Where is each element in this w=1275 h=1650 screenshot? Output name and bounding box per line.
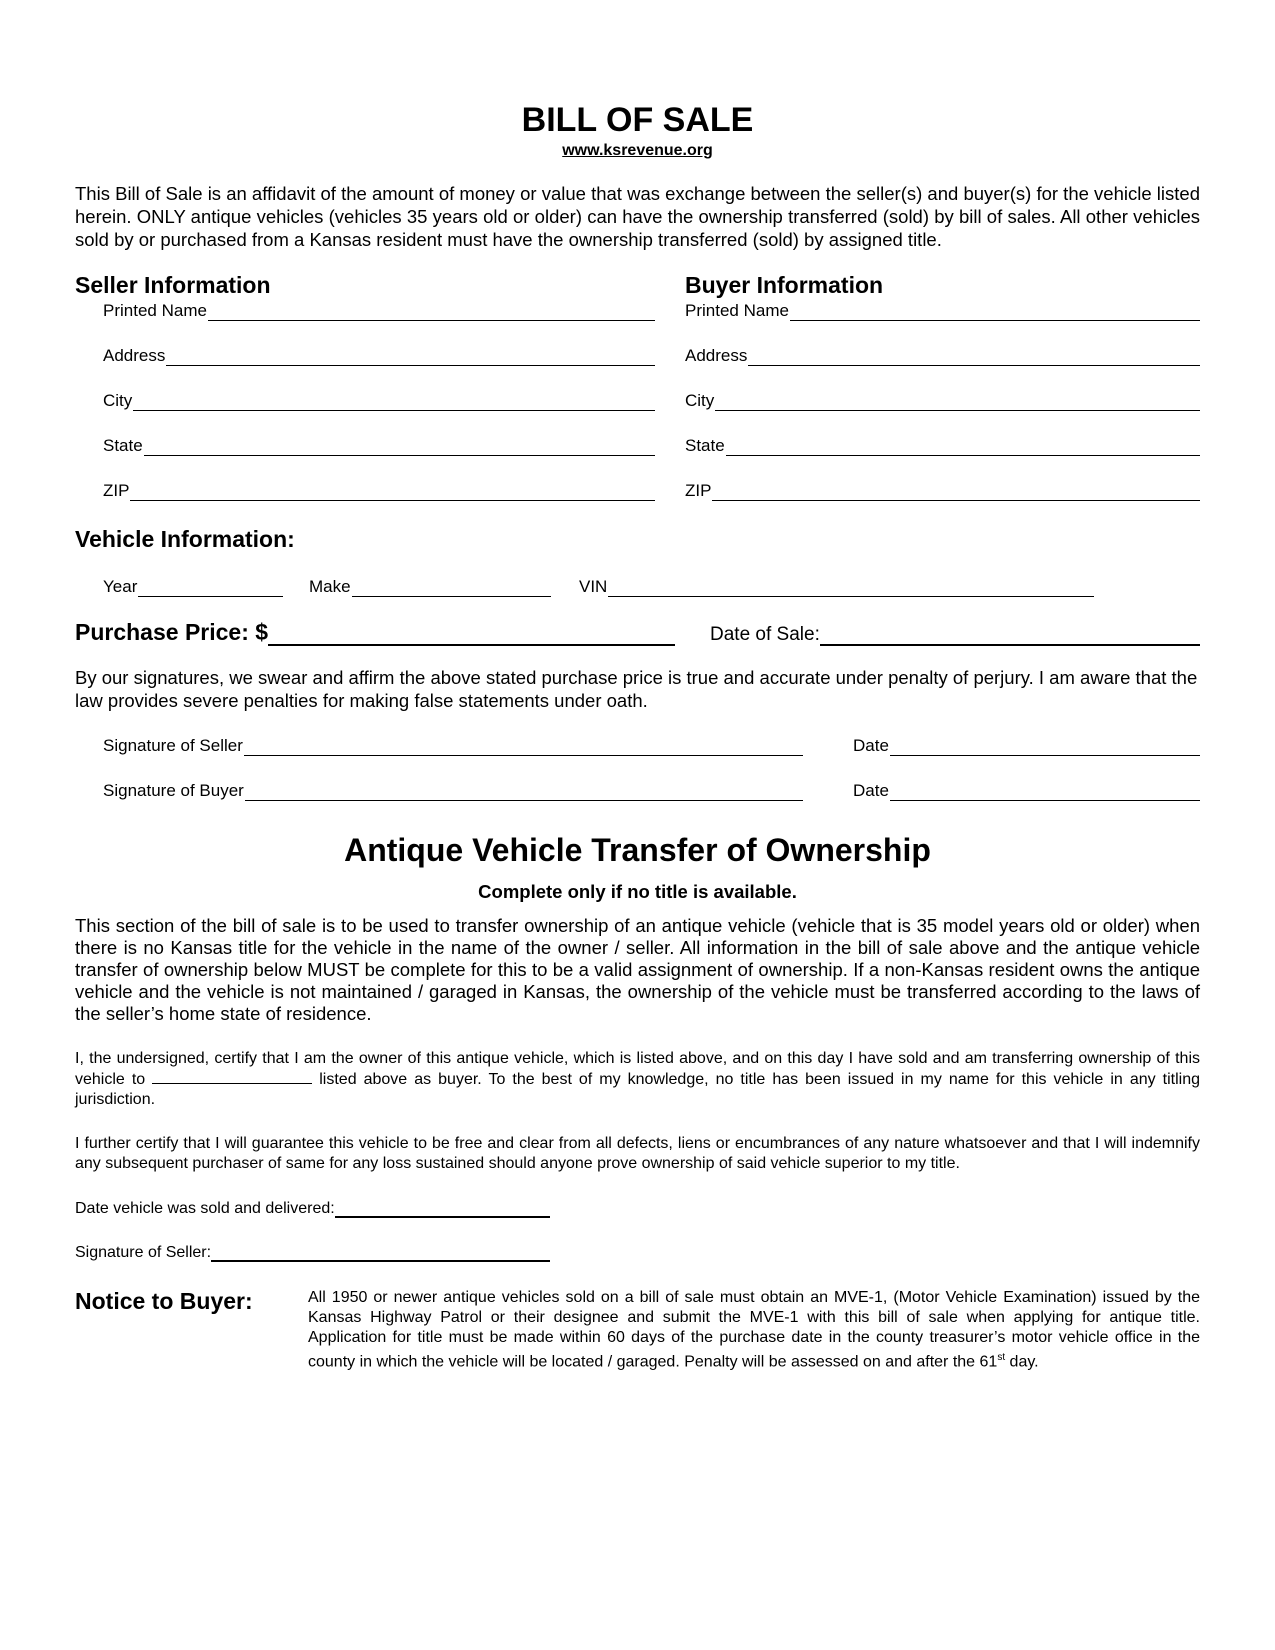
buyer-date-field[interactable]: Date (853, 779, 1200, 801)
seller-signature-field[interactable]: Signature of Seller (103, 734, 803, 756)
seller-zip-field[interactable]: ZIP (103, 479, 655, 501)
buyer-address-field[interactable]: Address (685, 344, 1200, 366)
buyer-zip-field[interactable]: ZIP (685, 479, 1200, 501)
buyer-printed-name-field[interactable]: Printed Name (685, 299, 1200, 321)
purchase-row (75, 619, 1200, 646)
antique-heading: Antique Vehicle Transfer of Ownership (344, 832, 931, 868)
party-info (75, 271, 1200, 501)
buyer-state-field[interactable]: State (685, 434, 1200, 456)
notice-heading: Notice to Buyer: (75, 1288, 253, 1314)
notice-to-buyer (75, 1288, 1200, 1372)
buyer-signature-row (103, 779, 1200, 801)
intro-paragraph: This Bill of Sale is an affidavit of the amount of money or value that was exchange between the seller(s) and buyer(s) for the vehicle listed herein. ONLY antique vehicles (vehicles 35 years old or older) can have the ownership transferred (sold) by bill of sales. All other vehicles sold by or purchased from a Kansas resident must have the ownership transferred (sold) by assigned title. (75, 183, 1200, 250)
notice-text: All 1950 or newer antique vehicles sold on a bill of sale must obtain an MVE-1, (Motor Vehicle Examination) issued by the Kansas Highway Patrol or their designee and submit the MVE-1 with this bill of sale when applying for antique title. Application for title must be made within 60 days of the purchase date in the county treasurer’s motor vehicle office in the county in which the vehicle will be located / garaged. Penalty will be assessed on and after the 61st day. (308, 1289, 1200, 1371)
vehicle-make-field[interactable]: Make (309, 575, 551, 597)
seller-state-field[interactable]: State (103, 434, 655, 456)
antique-paragraph: This section of the bill of sale is to be used to transfer ownership of an antique vehicle (vehicle that is 35 model years old or older) when there is no Kansas title for the vehicle in the name of the owner / seller. All information in the bill of sale above and the antique vehicle transfer of ownership below MUST be complete for this to be a valid assignment of ownership. If a non-Kansas resident owns the antique vehicle and the vehicle is not maintained / garaged in Kansas, the ownership of the vehicle must be transferred according to the laws of the seller’s home state of residence. (75, 915, 1200, 1024)
vehicle-vin-field[interactable]: VIN (579, 575, 1094, 597)
buyer-city-field[interactable]: City (685, 389, 1200, 411)
buyer-heading: Buyer Information (685, 272, 884, 298)
buyer-signature-field[interactable]: Signature of Buyer (103, 779, 803, 801)
seller-section (75, 271, 655, 501)
antique-subheading: Complete only if no title is available. (478, 881, 797, 902)
seller-address-field[interactable]: Address (103, 344, 655, 366)
page-title: BILL OF SALE (521, 101, 754, 139)
affirmation-paragraph: By our signatures, we swear and affirm the above stated purchase price is true and accurate under penalty of perjury. I am aware that the law provides severe penalties for making false statements under oath. (75, 667, 1198, 711)
vehicle-year-field[interactable]: Year (103, 575, 283, 597)
vehicle-fields (103, 575, 1200, 597)
vehicle-heading: Vehicle Information: (75, 526, 295, 552)
seller-signature-row (103, 734, 1200, 756)
seller-printed-name-field[interactable]: Printed Name (103, 299, 655, 321)
date-delivered-field[interactable]: Date vehicle was sold and delivered: (75, 1198, 550, 1218)
certify-paragraph-1: I, the undersigned, certify that I am the owner of this antique vehicle, which is listed above, and on this day I have sold and am transferring ownership of this vehicle to listed above as buyer. To the best of my knowledge, no title has been issued in my name for this vehicle in any titling jurisdiction. (75, 1050, 1201, 1108)
certify-paragraph-2: I further certify that I will guarantee this vehicle to be free and clear from all defects, liens or encumbrances of any nature whatsoever and that I will indemnify any subsequent purchaser of same for any loss sustained should anyone prove ownership of said vehicle superior to my title. (75, 1135, 1200, 1172)
bill-of-sale-form (75, 100, 1200, 1372)
website-link[interactable]: www.ksrevenue.org (562, 142, 713, 159)
date-of-sale-field[interactable]: Date of Sale: (710, 624, 1200, 646)
antique-seller-signature-field[interactable]: Signature of Seller: (75, 1242, 550, 1262)
buyer-section (685, 271, 1200, 501)
transferee-blank[interactable] (152, 1069, 312, 1084)
seller-date-field[interactable]: Date (853, 734, 1200, 756)
purchase-price-field[interactable]: Purchase Price: $ (75, 619, 675, 646)
seller-heading: Seller Information (75, 272, 271, 298)
seller-city-field[interactable]: City (103, 389, 655, 411)
